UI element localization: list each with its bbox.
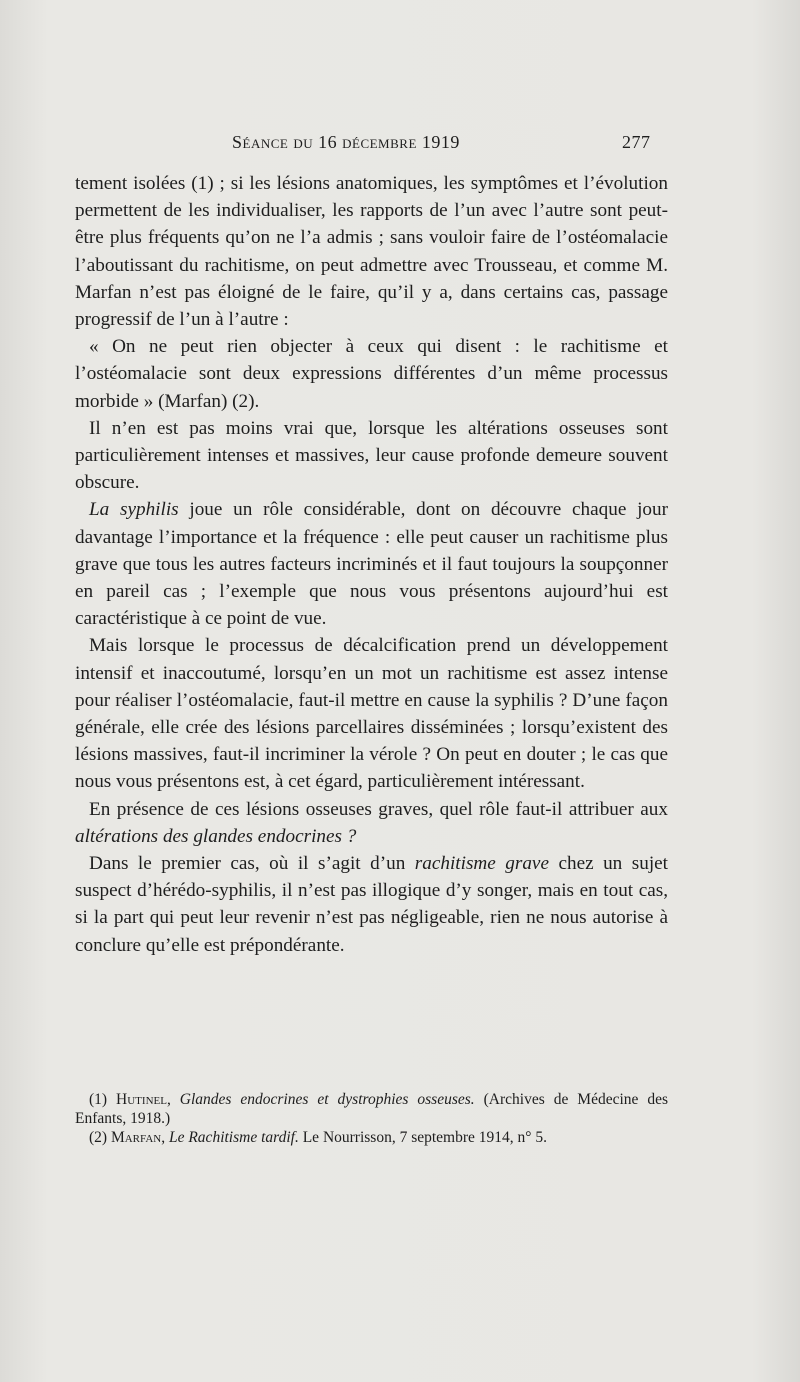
paragraph-1 xyxy=(75,170,668,333)
footnote-2-title: Le Rachitisme tardif. xyxy=(168,1129,299,1146)
paragraph-5 xyxy=(75,632,668,795)
footnote-2: (2) Marfan, Le Rachitisme tardif. Le Nourrisson, 7 septembre 1914, n° 5. xyxy=(89,1129,547,1146)
running-title: Séance du 16 décembre 1919 xyxy=(232,132,460,152)
paragraph-4 xyxy=(75,496,668,632)
paragraph-3-text: Il n’en est pas moins vrai que, lorsque les altérations osseuses sont particulièrement intenses et massives, leur cause profonde demeure souvent obscure. xyxy=(75,417,668,494)
paragraph-7-text-b: chez un sujet suspect d’hérédo-syphilis, il n’est pas illogique d’y songer, mais en tout cas, si la part qui peut leur revenir n’est pas négligeable, rien ne nous autorise à conclure qu’elle est prépondérante. xyxy=(75,853,668,956)
footnote-2-number: (2) xyxy=(89,1129,108,1146)
footnote-1-rest: (Archives de Médecine des Enfants, 1918.) xyxy=(75,1091,669,1127)
paragraph-3 xyxy=(75,415,668,497)
footnote-2-author: Marfan xyxy=(110,1129,162,1146)
paragraph-6-text: En présence de ces lésions osseuses graves, quel rôle faut-il attribuer aux xyxy=(89,798,668,820)
paragraph-6 xyxy=(75,796,668,850)
page-header xyxy=(0,130,800,158)
paragraph-2 xyxy=(75,333,668,415)
paragraph-7 xyxy=(75,850,668,959)
body-text xyxy=(75,170,668,959)
paragraph-2-text: « On ne peut rien objecter à ceux qui disent : le rachitisme et l’ostéomalacie sont deux expressions différentes d’un même processus morbide » (Marfan) (2). xyxy=(75,336,668,412)
paragraph-1-text: tement isolées (1) ; si les lésions anatomiques, les symptômes et l’évolution permettent de les individualiser, les rapports de l’un avec l’autre sont peut-être plus fréquents qu’on ne l’a admis ; sans vouloir faire de l’ostéomalacie l’aboutissant du rachitisme, on peut admettre avec Trousseau, et comme M. Marfan n’est pas éloigné de le faire, qu’il y a, dans certains cas, passage progressif de l’un à l’autre : xyxy=(75,173,668,331)
footnote-2-rest: Le Nourrisson, 7 septembre 1914, n° 5. xyxy=(302,1129,547,1146)
footnote-1-author: Hutinel xyxy=(116,1091,167,1108)
paragraph-4-text: joue un rôle considérable, dont on découvre chaque jour davantage l’importance et la fréquence : elle peut causer un rachitisme plus grave que tous les autres facteurs incriminés et il faut toujours la soupçonner en pareil cas ; l’exemple que nous vous présentons aujourd’hui est caractéristique à ce point de vue. xyxy=(75,499,668,630)
footnote-1: (1) Hutinel, Glandes endocrines et dystrophies osseuses. (Archives de Médecine des Enfants, 1918.) xyxy=(75,1091,669,1127)
footnote-1-number: (1) xyxy=(89,1091,108,1108)
paragraph-7-emphasis: rachitisme grave xyxy=(414,853,549,875)
paragraph-4-emphasis: La syphilis xyxy=(89,499,179,521)
footnote-1-title: Glandes endocrines et dystrophies osseuses. xyxy=(179,1091,475,1108)
paragraph-5-text: Mais lorsque le processus de décalcification prend un développement intensif et inaccoutumé, lorsqu’en un mot un rachitisme est assez intense pour réaliser l’ostéomalacie, faut-il mettre en cause la syphilis ? D’une façon générale, elle crée des lésions parcellaires disséminées ; lorsqu’existent des lésions massives, faut-il incriminer la vérole ? On peut en douter ; le cas que nous vous présentons est, à cet égard, particulièrement intéressant. xyxy=(75,635,668,793)
paragraph-7-text-a: Dans le premier cas, où il s’agit d’un xyxy=(89,853,415,875)
footnotes xyxy=(75,1090,668,1147)
paragraph-6-emphasis: altérations des glandes endocrines ? xyxy=(75,825,357,847)
page-number: 277 xyxy=(622,132,651,152)
